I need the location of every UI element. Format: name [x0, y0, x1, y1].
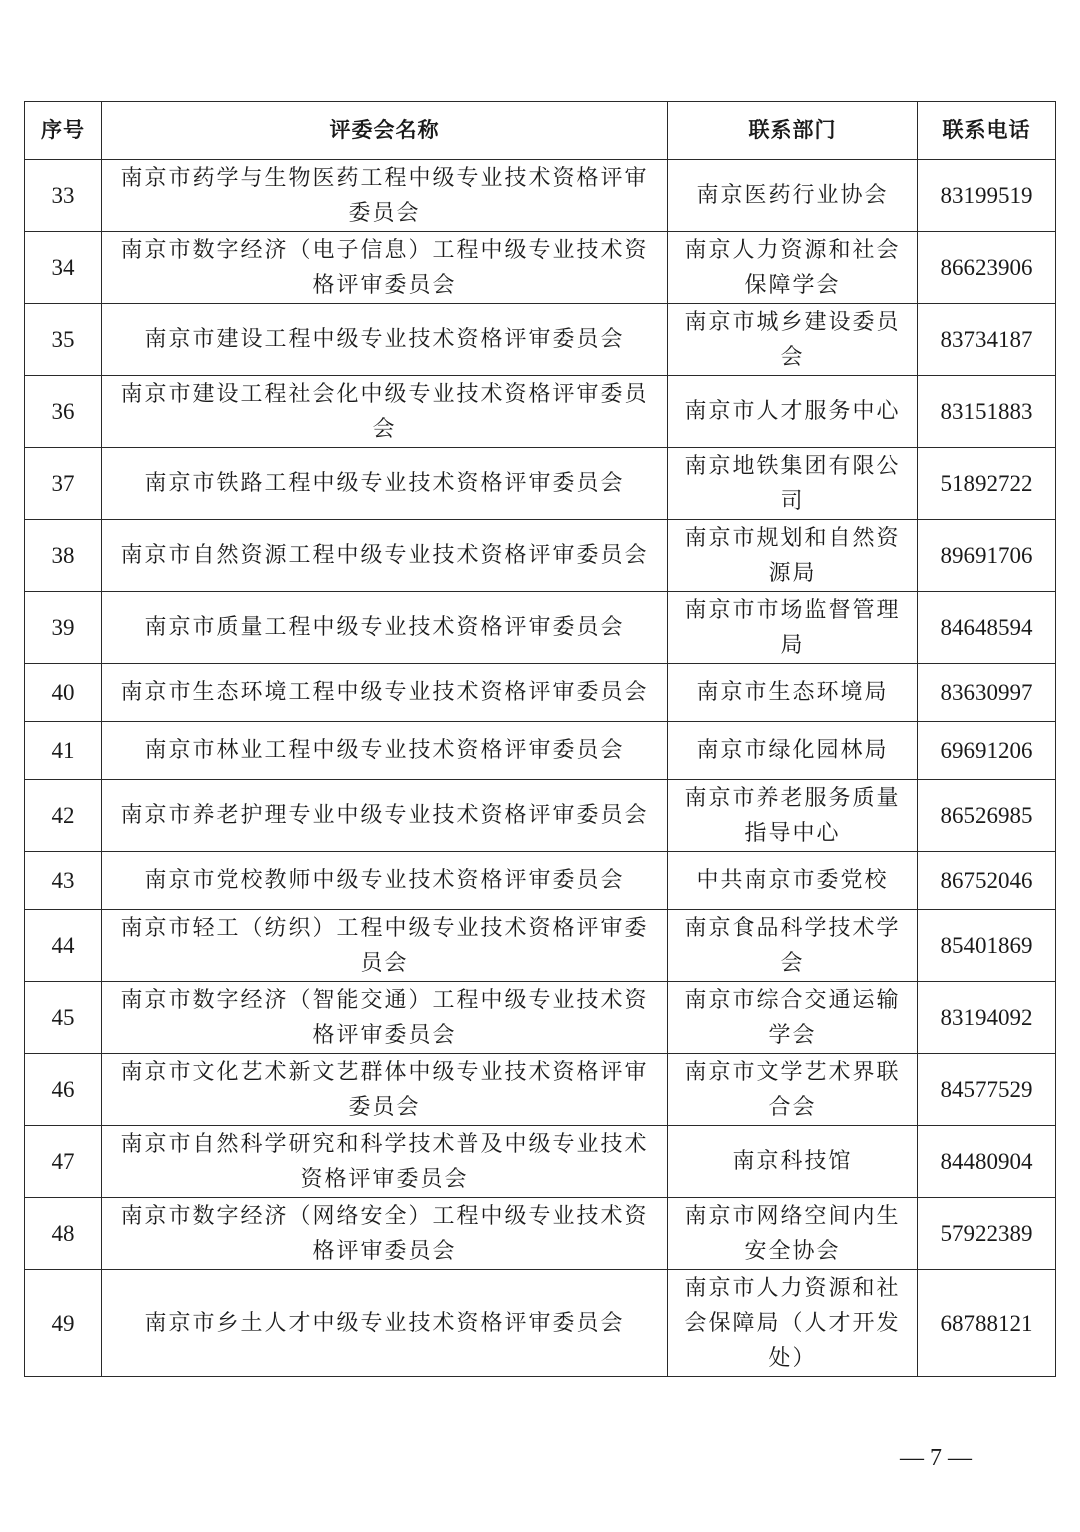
row-dept: 南京市综合交通运输学会 [668, 982, 918, 1054]
row-name: 南京市生态环境工程中级专业技术资格评审委员会 [102, 664, 668, 722]
row-num: 38 [25, 520, 102, 592]
header-name: 评委会名称 [102, 102, 668, 160]
row-dept: 南京市文学艺术界联合会 [668, 1054, 918, 1126]
row-num: 41 [25, 722, 102, 780]
table-row [25, 160, 1056, 232]
row-num: 40 [25, 664, 102, 722]
row-num: 36 [25, 376, 102, 448]
row-num: 45 [25, 982, 102, 1054]
row-name: 南京市自然科学研究和科学技术普及中级专业技术资格评审委员会 [102, 1126, 668, 1198]
row-phone: 83630997 [918, 664, 1056, 722]
committee-table [24, 101, 1056, 1377]
row-name: 南京市乡土人才中级专业技术资格评审委员会 [102, 1270, 668, 1377]
row-name: 南京市质量工程中级专业技术资格评审委员会 [102, 592, 668, 664]
row-phone: 84648594 [918, 592, 1056, 664]
table-row [25, 520, 1056, 592]
row-dept: 南京市人力资源和社会保障局（人才开发处） [668, 1270, 918, 1377]
row-dept: 南京市市场监督管理局 [668, 592, 918, 664]
table-row [25, 780, 1056, 852]
table-row [25, 722, 1056, 780]
row-num: 42 [25, 780, 102, 852]
row-phone: 84577529 [918, 1054, 1056, 1126]
row-dept: 南京市生态环境局 [668, 664, 918, 722]
row-dept: 南京市人才服务中心 [668, 376, 918, 448]
row-num: 35 [25, 304, 102, 376]
table-row [25, 1126, 1056, 1198]
row-name: 南京市建设工程社会化中级专业技术资格评审委员会 [102, 376, 668, 448]
table-row [25, 664, 1056, 722]
table-row [25, 852, 1056, 910]
row-phone: 89691706 [918, 520, 1056, 592]
row-dept: 南京市城乡建设委员会 [668, 304, 918, 376]
row-num: 46 [25, 1054, 102, 1126]
header-num: 序号 [25, 102, 102, 160]
table-row [25, 304, 1056, 376]
row-phone: 86752046 [918, 852, 1056, 910]
header-dept: 联系部门 [668, 102, 918, 160]
row-name: 南京市轻工（纺织）工程中级专业技术资格评审委员会 [102, 910, 668, 982]
row-dept: 南京市绿化园林局 [668, 722, 918, 780]
table-row [25, 1054, 1056, 1126]
row-num: 39 [25, 592, 102, 664]
row-phone: 85401869 [918, 910, 1056, 982]
row-name: 南京市数字经济（电子信息）工程中级专业技术资格评审委员会 [102, 232, 668, 304]
table-row [25, 1198, 1056, 1270]
page-number: — 7 — [900, 1445, 972, 1471]
table-row [25, 376, 1056, 448]
table-row [25, 910, 1056, 982]
row-phone: 83194092 [918, 982, 1056, 1054]
row-phone: 69691206 [918, 722, 1056, 780]
row-name: 南京市自然资源工程中级专业技术资格评审委员会 [102, 520, 668, 592]
row-dept: 南京人力资源和社会保障学会 [668, 232, 918, 304]
row-phone: 83151883 [918, 376, 1056, 448]
row-num: 37 [25, 448, 102, 520]
row-num: 33 [25, 160, 102, 232]
row-phone: 86623906 [918, 232, 1056, 304]
table-row [25, 1270, 1056, 1377]
row-dept: 南京市网络空间内生安全协会 [668, 1198, 918, 1270]
row-name: 南京市建设工程中级专业技术资格评审委员会 [102, 304, 668, 376]
table-row [25, 982, 1056, 1054]
row-phone: 83734187 [918, 304, 1056, 376]
row-dept: 南京科技馆 [668, 1126, 918, 1198]
row-dept: 中共南京市委党校 [668, 852, 918, 910]
row-phone: 86526985 [918, 780, 1056, 852]
row-dept: 南京市规划和自然资源局 [668, 520, 918, 592]
row-num: 34 [25, 232, 102, 304]
row-num: 49 [25, 1270, 102, 1377]
row-num: 44 [25, 910, 102, 982]
row-phone: 51892722 [918, 448, 1056, 520]
row-phone: 68788121 [918, 1270, 1056, 1377]
row-name: 南京市数字经济（网络安全）工程中级专业技术资格评审委员会 [102, 1198, 668, 1270]
row-name: 南京市铁路工程中级专业技术资格评审委员会 [102, 448, 668, 520]
row-phone: 57922389 [918, 1198, 1056, 1270]
table-row [25, 232, 1056, 304]
row-dept: 南京医药行业协会 [668, 160, 918, 232]
row-dept: 南京市养老服务质量指导中心 [668, 780, 918, 852]
row-num: 43 [25, 852, 102, 910]
row-name: 南京市药学与生物医药工程中级专业技术资格评审委员会 [102, 160, 668, 232]
table-row [25, 592, 1056, 664]
row-num: 47 [25, 1126, 102, 1198]
row-name: 南京市养老护理专业中级专业技术资格评审委员会 [102, 780, 668, 852]
table-row [25, 448, 1056, 520]
row-dept: 南京地铁集团有限公司 [668, 448, 918, 520]
row-phone: 84480904 [918, 1126, 1056, 1198]
row-num: 48 [25, 1198, 102, 1270]
row-phone: 83199519 [918, 160, 1056, 232]
row-name: 南京市党校教师中级专业技术资格评审委员会 [102, 852, 668, 910]
row-name: 南京市数字经济（智能交通）工程中级专业技术资格评审委员会 [102, 982, 668, 1054]
header-phone: 联系电话 [918, 102, 1056, 160]
row-dept: 南京食品科学技术学会 [668, 910, 918, 982]
table-header-row [25, 102, 1056, 160]
row-name: 南京市林业工程中级专业技术资格评审委员会 [102, 722, 668, 780]
row-name: 南京市文化艺术新文艺群体中级专业技术资格评审委员会 [102, 1054, 668, 1126]
